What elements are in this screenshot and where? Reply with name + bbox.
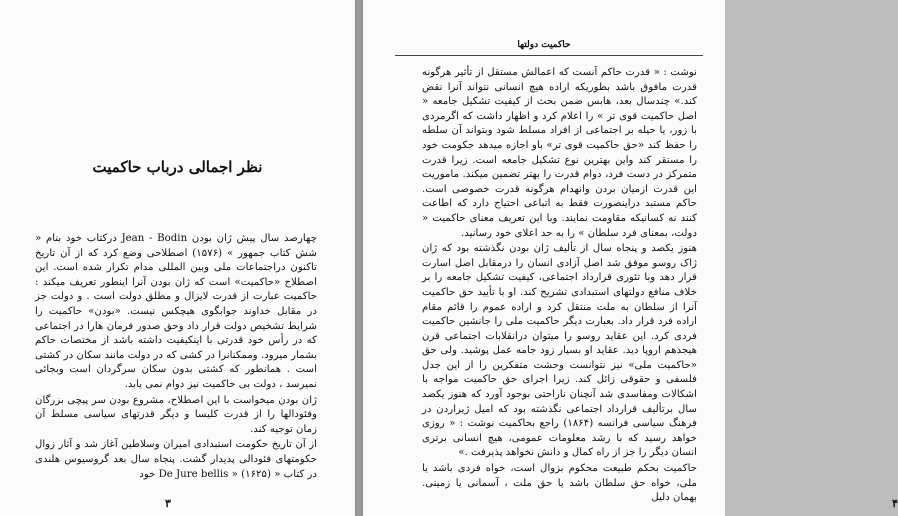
right-page-body (422, 66, 697, 506)
chapter-title: نظر اجمالی درباب حاکمیت (92, 158, 263, 176)
right-paragraph-2: هنوز یکصد و پنجاه سال از تألیف ژان بودن نگذشته بود که ژان ژاک روسو موفق شد اصل آزادی انسان را درمقابل اصل اسارت قرار دهد وبا تئوری قرارداد اجتماعی، کیفیت تشکیل جامعه را بر خلاف منافع دولتهای استبدادی تشریح کند. او با تأیید حق حاکمیت آنرا از سلطان به ملت منتقل کرد و اراده عموم را قائم مقام اراده فرد قرار داد. بعبارت دیگر حاکمیت ملی را جانشین حاکمیت فردی کرد. این عقاید روسو را میتوان درانقلابات اجتماعی قرن هیجدهم اروپا دید. عقاید او بسیار زود جامه عمل پوشید. ولی حق «حاکمیت ملی» نیز نتوانست وحشت متفکرین را از این جدل فلسفی و حقوقی زائل کند. زیرا اجرای حق حاکمیت مواجه با اشکالات ومفاسدی شد آنچنان ناراحتی بوجود آورد که هنوز یکصد سال برتألیف قرارداد اجتماعی نگذشته بود که امیل ژیراردن در فرهنگ سیاسی فرانسه (۱۸۶۴) راجع بحاکمیت نوشت : « روزی خواهد رسید که با رشد معلومات عمومی، هیچ انسانی برتری انسان دیگر را جز از راه کمال و دانش نخواهد پذیرفت .» (422, 243, 697, 459)
left-paragraph-1: چهارصد سال پیش ژان بودن Jean - Bodin درکتاب خود بنام « شش کتاب جمهور » (۱۵۷۶) اصطلاحی وضع کرد که از آن تاریخ تاکنون دراجتماعات ملی وبین المللی مدام تکرار شده است. این اصطلاح «حاکمیت» است که ژان بودن آنرا اینطور تعریف میکند : حاکمیت عبارت از قدرت لایزال و مطلق دولت است . و دولت جز در مقابل خداوند جوابگوی هیچکس نیست. «بودن» حاکمیت را شرایط تشخیص دولت قرار داد وحق صدور فرمان هارا در اجتماعی که در رأس خود قدرتی با اینکیفیت داشته باشد از مختصات حاکم بشمار میرود. وممکنانرا در کشی که در دولت مانند سکان در کشتی است . همانطور که کشتی بدون سکان سرگردان است وبجائی نمیرسد ، دولت بی حاکمیت نیز دوام نمی یابد. (35, 233, 317, 390)
header-rule (395, 55, 703, 56)
right-paragraph-3: حاکمیت بحکم طبیعت محکوم بزوال است، خواه فردی باشد یا ملی، خواه حق سلطان باشد یا حق ملت ، آسمانی یا زمینی. بهمان دلیل (422, 463, 697, 504)
left-page (0, 0, 356, 516)
left-paragraph-2: ژان بودن میخواست با این اصطلاح، مشروع بودن سر پیچی بزرگان وفئودالها را از قدرت کلیسا و دیگر قدرتهای سیاسی مسلط آن زمان توجیه کند. (35, 394, 317, 435)
left-page-body (35, 232, 317, 482)
right-page-number: ۴ (892, 497, 898, 510)
right-paragraph-1: نوشت : « قدرت حاکم آنست که اعمالش مستقل از تأثیر هرگونه قدرت مافوق باشد بطوریکه اراده هیچ انسانی نتواند آنرا نقض کند.» چندسال بعد، هابس ضمن بحث از کیفیت تشکیل جامعه « اصل حاکمیت قوی تر » را اعلام کرد و اظهار داشت که اگرمردی با زور، یا حیله بر اجتماعی از افراد مسلط شود وبتواند آن سلطه را حفظ کند «حق حاکمیت قوی تر» باو اجازه میدهد حکومت خود را مستقر کند واین بهترین نوع تشکیل جامعه است. زیرا قدرت متمرکز در دست فرد، دوام قدرت را بهتر تضمین میکند. ماموریت این قدرت ازمیان بردن وانهدام هرگونه قدرت خصوصی است. حاکم مستبد دراینصورت فقط به اتباعی احتیاج دارد که اطاعت کنند نه کسانیکه مقاومت نمایند. وبا این تعریف معنای حاکمیت « دولت، بمعنای فرد سلطان » را به حد اعلای خود رسانید. (422, 67, 697, 239)
running-header: حاکمیت دولتها (517, 40, 571, 50)
left-page-number: ۳ (165, 497, 171, 510)
left-paragraph-3: از آن تاریخ حکومت استبدادی امیران وسلاطین آغاز شد و آثار زوال حکومتهای فئودالی پدیدار گشت. پنجاه سال بعد گروسیوس هلندی در کتاب « De Jure bellis » (۱۶۲۵) خود (35, 439, 317, 480)
